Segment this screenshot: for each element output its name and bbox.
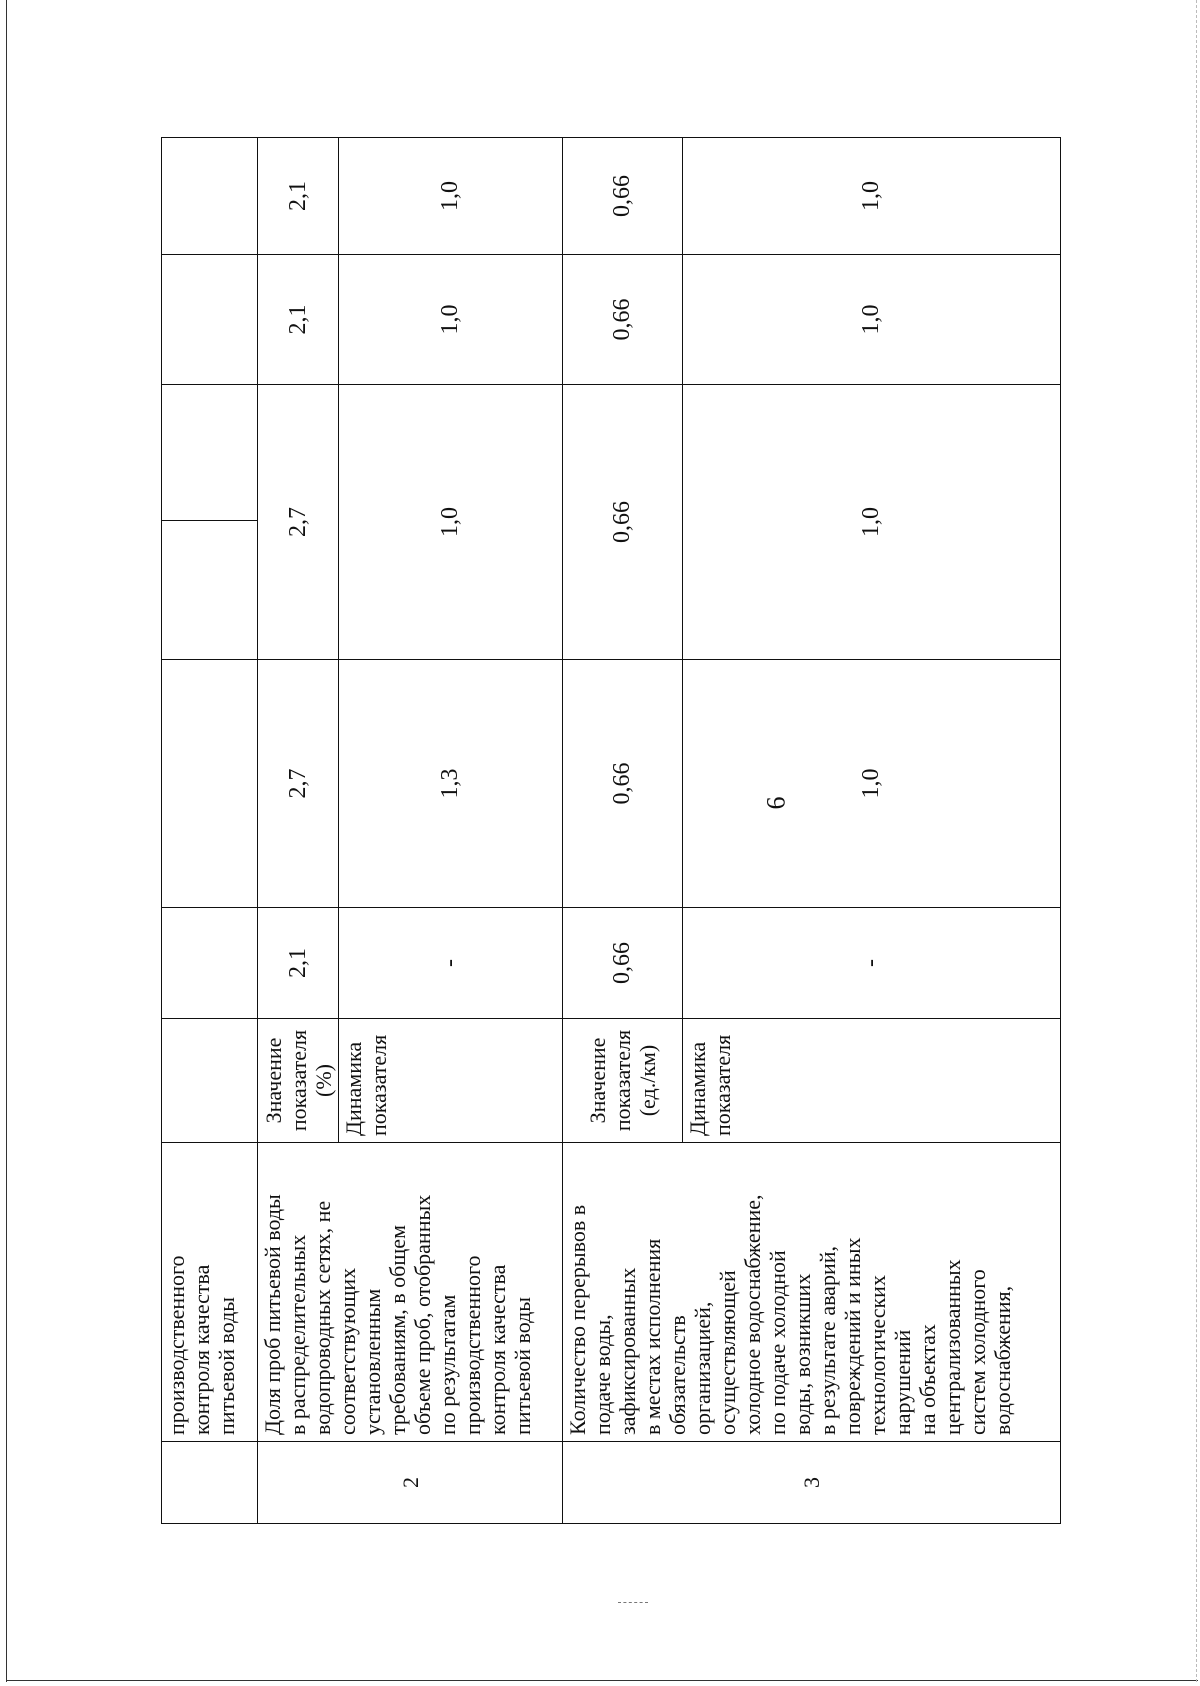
row-3-value-2: 0,66	[562, 659, 683, 908]
page-frame-left	[6, 0, 7, 1682]
row-3-value-1: 0,66	[562, 907, 683, 1019]
year-cell-prev-1	[161, 907, 258, 1019]
rotated-table	[161, 74, 1061, 1524]
row-3-dynamics-label: Динамика показателя	[682, 1018, 1061, 1143]
indicator-cell-prev: производственного контроля качества питьевой воды	[161, 1142, 258, 1442]
row-2-value-1: 2,1	[257, 907, 339, 1019]
row-3-dynamics-4: 1,0	[682, 254, 1061, 385]
page-frame-right	[1196, 0, 1197, 1682]
row-3-value-label: Значение показателя (ед./км)	[562, 1018, 683, 1143]
row-2-dynamics-3: 1,0	[338, 384, 563, 660]
index-cell-prev	[161, 1441, 258, 1524]
row-3-value-3: 0,66	[562, 384, 683, 660]
type-cell-prev	[161, 1018, 258, 1143]
page-frame-bottom	[6, 1680, 1198, 1681]
row-2-dynamics-4: 1,0	[338, 254, 563, 385]
year-cell-prev-3b	[161, 384, 258, 521]
row-2-index: 2	[257, 1441, 563, 1524]
row-2-dynamics-1: -	[338, 907, 563, 1019]
row-2-value-5: 2,1	[257, 137, 339, 255]
year-cell-prev-3a	[161, 520, 258, 660]
row-2-value-label: Значение показателя (%)	[257, 1018, 339, 1143]
row-2-dynamics-2: 1,3	[338, 659, 563, 908]
row-3-value-5: 0,66	[562, 137, 683, 255]
row-2-value-2: 2,7	[257, 659, 339, 908]
row-3-indicator: Количество перерывов в подаче воды, зафиксированных в местах исполнения обязательств организацией, осуществляющей холодное водоснабжение, по подаче холодной воды, возникших в результате аварий, повреждений и иных технологических нарушений на объектах централизованных систем холодного водоснабжения,	[562, 1142, 1061, 1442]
row-3-dynamics-5: 1,0	[682, 137, 1061, 255]
row-3-dynamics-2: 1,0	[682, 659, 1061, 908]
year-cell-prev-4	[161, 254, 258, 385]
year-cell-prev-5	[161, 137, 258, 255]
row-2-value-4: 2,1	[257, 254, 339, 385]
row-2-dynamics-5: 1,0	[338, 137, 563, 255]
row-2-value-3: 2,7	[257, 384, 339, 660]
row-3-dynamics-3: 1,0	[682, 384, 1061, 660]
row-3-value-4: 0,66	[562, 254, 683, 385]
page-number: 6	[761, 796, 791, 810]
year-cell-prev-2	[161, 659, 258, 908]
row-2-indicator: Доля проб питьевой воды в распределительных водопроводных сетях, не соответствующих установленным требованиям, в общем объеме проб, отобранных по результатам производственного контроля качества питьевой воды	[257, 1142, 563, 1442]
scan-mark	[618, 1602, 648, 1603]
row-3-index: 3	[562, 1441, 1061, 1524]
row-2-dynamics-label: Динамика показателя	[338, 1018, 563, 1143]
row-3-dynamics-1: -	[682, 907, 1061, 1019]
